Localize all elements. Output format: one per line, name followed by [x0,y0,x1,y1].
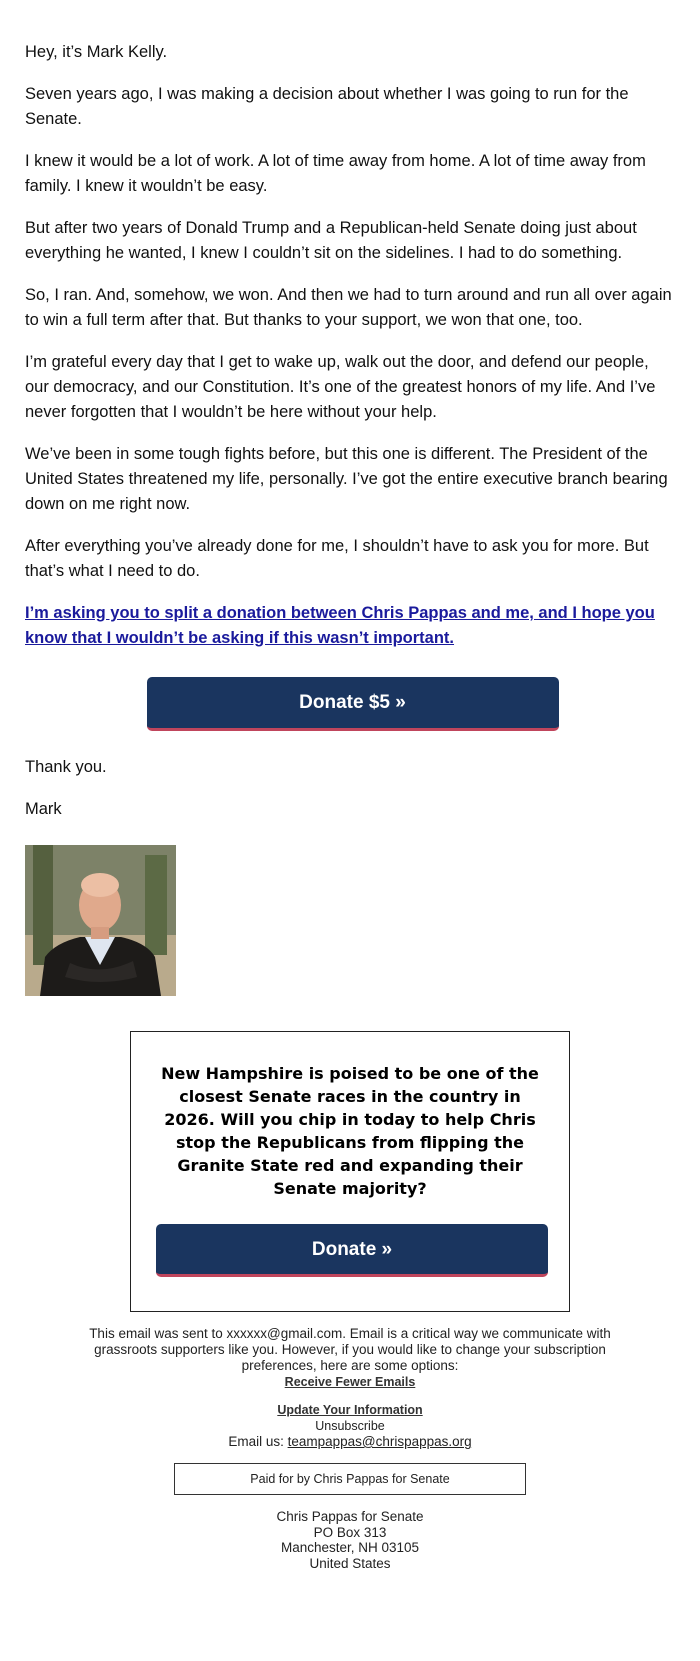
paragraph: So, I ran. And, somehow, we won. And then we had to turn around and run all over again to win a full term after that. But thanks to your support, we won that one, too. [25,286,672,329]
email-address-link[interactable]: teampappas@chrispappas.org [287,1434,472,1449]
promo-text: New Hampshire is poised to be one of the closest Senate races in the country in 2026. Will you chip in today to help Chris stop the Republicans from flipping the Granite State red and expanding their Senate majority? [161,1064,539,1198]
email-us-row [70,1434,630,1450]
unsubscribe-link[interactable]: Unsubscribe [315,1419,385,1433]
update-info-row [70,1402,630,1418]
paragraph: We’ve been in some tough fights before, but this one is different. The President of the United States threatened my life, personally. I’ve got the entire executive branch bearing down on me right now. [25,445,668,513]
signoff [0,755,700,822]
donate-row [0,677,700,731]
paid-for-disclaimer: Paid for by Chris Pappas for Senate [174,1463,526,1495]
receive-fewer-emails-link[interactable]: Receive Fewer Emails [284,1375,416,1389]
paragraph: I knew it would be a lot of work. A lot of time away from home. A lot of time away from family. I knew it wouldn’t be easy. [25,152,646,195]
footer [0,1312,700,1571]
paragraph: But after two years of Donald Trump and a Republican-held Senate doing just about everything he wanted, I knew I couldn’t sit on the sidelines. I had to do something. [25,219,637,262]
address-line: Manchester, NH 03105 [280,1540,420,1555]
address-line: PO Box 313 [313,1524,387,1540]
greeting: Hey, it’s Mark Kelly. [25,43,168,61]
paragraph: Seven years ago, I was making a decision about whether I was going to run for the Senate. [25,85,629,128]
update-information-link[interactable]: Update Your Information [277,1403,423,1417]
ask-donation-link[interactable]: I’m asking you to split a donation between Chris Pappas and me, and I hope you know that I wouldn’t be asking if this wasn’t important. [25,604,655,647]
fewer-emails-row [70,1374,630,1390]
signature: Mark [25,800,62,818]
ask-paragraph [25,601,676,651]
footer-notice: This email was sent to xxxxxx@gmail.com. Email is a critical way we communicate with grassroots supporters like you. However, if you would like to change your subscription preferences, here are some options: [89,1326,611,1373]
donate-5-button[interactable]: Donate $5 » [147,677,559,731]
promo-box [130,1031,570,1312]
paragraph: After everything you’ve already done for me, I shouldn’t have to ask you for more. But that’s what I need to do. [25,537,649,580]
portrait-illustration [25,845,176,996]
donate-button[interactable]: Donate » [156,1224,548,1277]
mark-kelly-photo [25,845,176,996]
letter-content [0,0,700,651]
paragraph: I’m grateful every day that I get to wake up, walk out the door, and defend our people, our democracy, and our Constitution. It’s one of the greatest honors of my life. And I’ve never forgotten that I wouldn’t be here without your help. [25,353,656,421]
thanks-text: Thank you. [25,758,107,776]
mailing-address [70,1509,630,1571]
address-line: United States [309,1555,391,1571]
address-line: Chris Pappas for Senate [276,1509,424,1524]
email-us-label: Email us: [228,1434,288,1449]
